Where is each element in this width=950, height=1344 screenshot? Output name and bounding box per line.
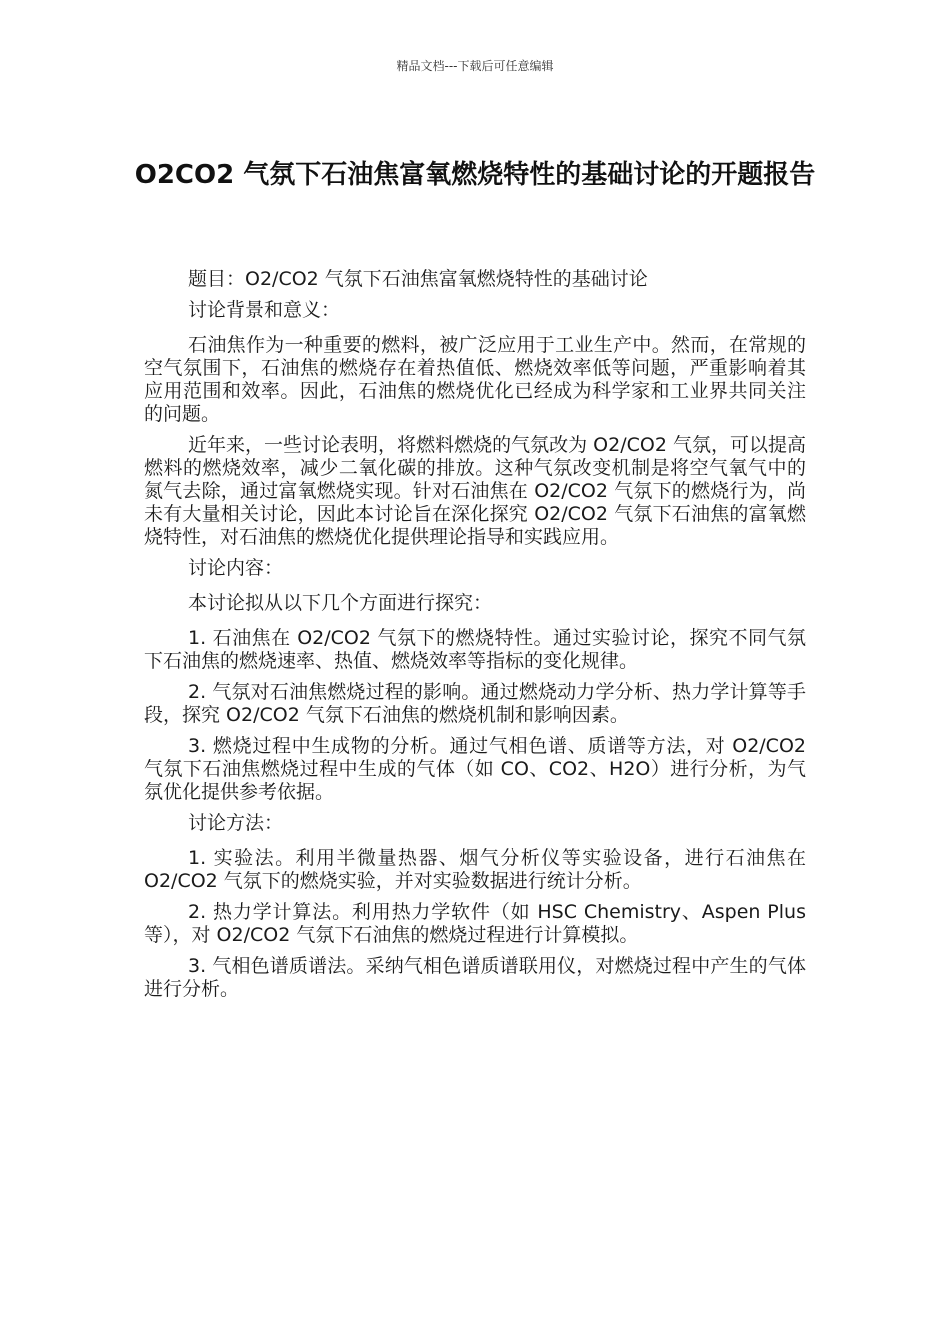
section-heading-content: 讨论内容： xyxy=(188,557,284,579)
paragraph-content-item-3: 3. 燃烧过程中生成物的分析。通过气相色谱、质谱等方法，对 O2/CO2 气氛下石油焦燃烧过程中生成的气体（如 CO、CO2、H2O）进行分析，为气氛优化提供参考依据。 xyxy=(144,735,806,803)
paragraph-background-1: 石油焦作为一种重要的燃料，被广泛应用于工业生产中。然而，在常规的空气氛围下，石油焦的燃烧存在着热值低、燃烧效率低等问题，严重影响着其应用范围和效率。因此，石油焦的燃烧优化已经成为科学家和工业界共同关注的问题。 xyxy=(144,334,806,425)
document-body xyxy=(144,268,806,1009)
page-header-watermark: 精品文档---下载后可任意编辑 xyxy=(396,59,554,73)
paragraph-content-item-1: 1. 石油焦在 O2/CO2 气氛下的燃烧特性。通过实验讨论，探究不同气氛下石油焦的燃烧速率、热值、燃烧效率等指标的变化规律。 xyxy=(144,627,806,672)
paragraph-topic: 题目：O2/CO2 气氛下石油焦富氧燃烧特性的基础讨论 xyxy=(188,268,648,290)
document-title: O2CO2 气氛下石油焦富氧燃烧特性的基础讨论的开题报告 xyxy=(134,160,816,191)
paragraph-background-2: 近年来，一些讨论表明，将燃料燃烧的气氛改为 O2/CO2 气氛，可以提高燃料的燃烧效率，减少二氧化碳的排放。这种气氛改变机制是将空气氧气中的氮气去除，通过富氧燃烧实现。针对石油焦在 O2/CO2 气氛下的燃烧行为，尚未有大量相关讨论，因此本讨论旨在深化探究 O2/CO2 气氛下石油焦的富氧燃烧特性，对石油焦的燃烧优化提供理论指导和实践应用。 xyxy=(144,434,806,548)
section-heading-background: 讨论背景和意义： xyxy=(188,299,341,321)
section-heading-methods: 讨论方法： xyxy=(188,812,284,834)
paragraph-method-1: 1. 实验法。利用半微量热器、烟气分析仪等实验设备，进行石油焦在 O2/CO2 气氛下的燃烧实验，并对实验数据进行统计分析。 xyxy=(144,847,806,892)
paragraph-method-3: 3. 气相色谱质谱法。采纳气相色谱质谱联用仪，对燃烧过程中产生的气体进行分析。 xyxy=(144,955,806,1000)
paragraph-content-item-2: 2. 气氛对石油焦燃烧过程的影响。通过燃烧动力学分析、热力学计算等手段，探究 O2/CO2 气氛下石油焦的燃烧机制和影响因素。 xyxy=(144,681,806,726)
paragraph-content-intro: 本讨论拟从以下几个方面进行探究： xyxy=(188,592,493,614)
paragraph-method-2: 2. 热力学计算法。利用热力学软件（如 HSC Chemistry、Aspen Plus 等），对 O2/CO2 气氛下石油焦的燃烧过程进行计算模拟。 xyxy=(144,901,806,946)
